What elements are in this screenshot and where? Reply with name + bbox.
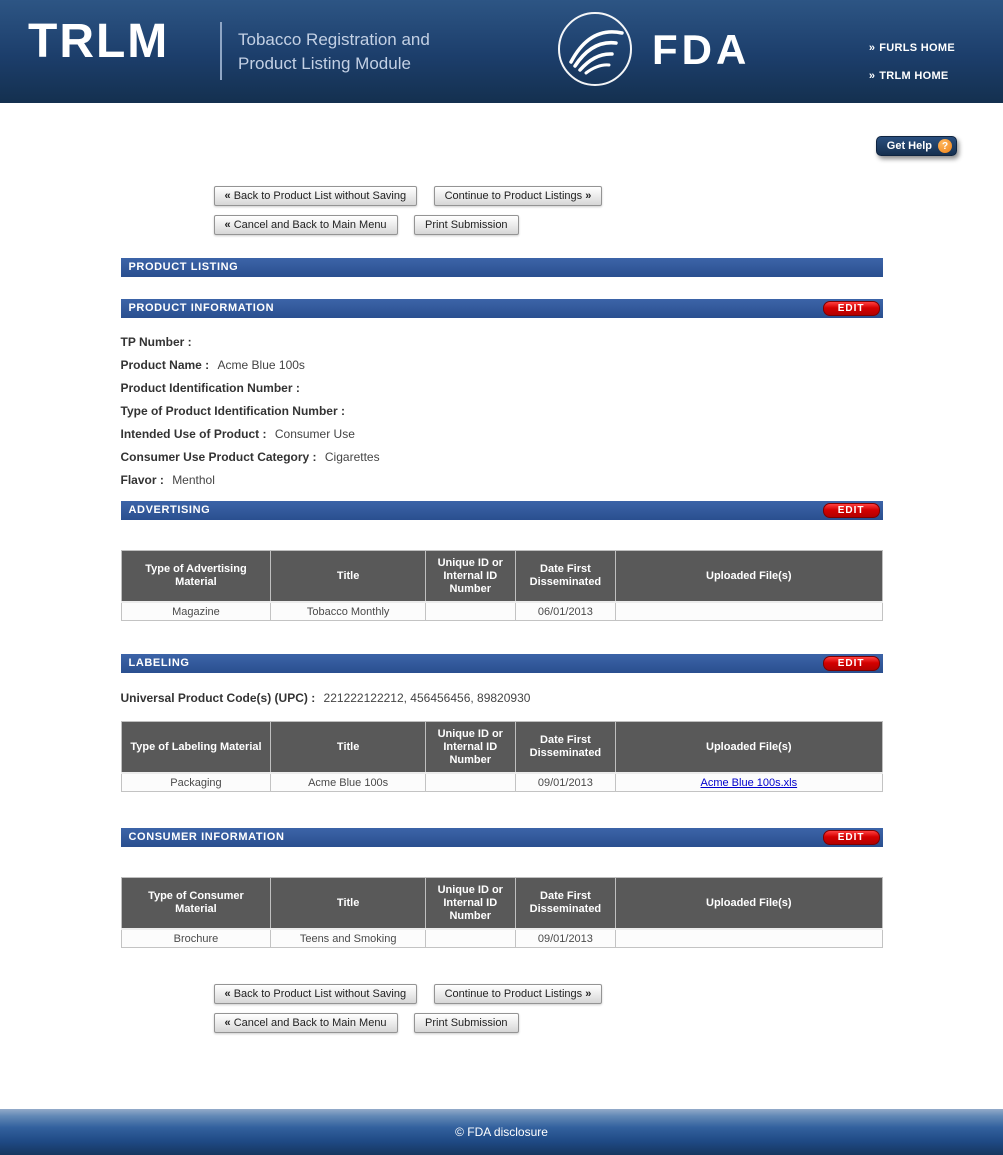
- header-links: [869, 42, 955, 98]
- product-information-header: [121, 299, 883, 318]
- fda-logo: FDA: [652, 26, 751, 73]
- table-cell: [425, 602, 515, 621]
- upc-value: 221222122212, 456456456, 89820930: [323, 691, 531, 705]
- app-subtitle-line2: Product Listing Module: [238, 54, 411, 73]
- advertising-header: [121, 501, 883, 520]
- column-header: Unique ID or Internal ID Number: [425, 878, 515, 930]
- edit-advertising-button[interactable]: EDIT: [823, 503, 880, 518]
- uploaded-file-link[interactable]: Acme Blue 100s.xls: [700, 776, 798, 789]
- table-cell: Teens and Smoking: [271, 929, 425, 948]
- field-row: [121, 359, 883, 372]
- column-header: Date First Disseminated: [515, 551, 615, 603]
- table-header-row: [121, 551, 882, 603]
- trlm-home-label: TRLM HOME: [879, 70, 949, 82]
- trlm-home-link[interactable]: [869, 70, 955, 82]
- column-header: Type of Labeling Material: [121, 722, 271, 774]
- table-cell: [616, 929, 882, 948]
- table-cell: [616, 602, 882, 621]
- table-cell: Magazine: [121, 602, 271, 621]
- field-label: Consumer Use Product Category :: [120, 450, 317, 464]
- consumer-information-header: [121, 828, 883, 847]
- get-help-button[interactable]: [876, 136, 957, 156]
- get-help-label: Get Help: [886, 140, 932, 152]
- field-label: TP Number :: [120, 335, 192, 349]
- table-cell: [616, 773, 882, 792]
- table-row: [121, 773, 882, 792]
- double-chevron-left-icon: «: [224, 219, 231, 231]
- furls-home-label: FURLS HOME: [879, 42, 955, 54]
- upc-label: Universal Product Code(s) (UPC) :: [120, 691, 316, 705]
- footer-text: © FDA disclosure: [455, 1125, 548, 1139]
- edit-labeling-button[interactable]: EDIT: [823, 656, 880, 671]
- table-header-row: [121, 722, 882, 774]
- table-cell: 09/01/2013: [515, 929, 615, 948]
- column-header: Title: [271, 878, 425, 930]
- chevron-right-icon: »: [868, 70, 876, 82]
- main-content: [0, 103, 1003, 1109]
- column-header: Uploaded File(s): [616, 722, 882, 774]
- footer: [0, 1109, 1003, 1155]
- chevron-right-icon: »: [868, 42, 876, 54]
- back-to-product-list-button[interactable]: « Back to Product List without Saving: [214, 984, 418, 1004]
- field-value: Acme Blue 100s: [217, 358, 305, 372]
- field-row: [121, 382, 883, 395]
- continue-to-product-listings-button[interactable]: Continue to Product Listings »: [434, 186, 603, 206]
- advertising-table: [121, 550, 883, 621]
- table-cell: Packaging: [121, 773, 271, 792]
- double-chevron-left-icon: «: [224, 1017, 231, 1029]
- furls-home-link[interactable]: [869, 42, 955, 54]
- section-title: ADVERTISING: [128, 504, 211, 516]
- field-row: [121, 474, 883, 487]
- field-row: [121, 451, 883, 464]
- field-value: Consumer Use: [274, 427, 355, 441]
- cancel-main-menu-button[interactable]: « Cancel and Back to Main Menu: [214, 215, 398, 235]
- table-row: [121, 929, 882, 948]
- field-row: [121, 336, 883, 349]
- column-header: Uploaded File(s): [616, 878, 882, 930]
- button-row: [214, 215, 976, 235]
- column-header: Title: [271, 722, 425, 774]
- column-header: Title: [271, 551, 425, 603]
- continue-to-product-listings-button[interactable]: Continue to Product Listings »: [434, 984, 603, 1004]
- button-row: [214, 186, 976, 206]
- field-row: [121, 405, 883, 418]
- labeling-header: [121, 654, 883, 673]
- table-cell: 09/01/2013: [515, 773, 615, 792]
- edit-product-information-button[interactable]: EDIT: [823, 301, 880, 316]
- labeling-table: [121, 721, 883, 792]
- question-icon: ?: [938, 139, 952, 153]
- table-cell: Tobacco Monthly: [271, 602, 425, 621]
- field-label: Product Name :: [120, 358, 210, 372]
- app-subtitle: [238, 28, 430, 76]
- column-header: Date First Disseminated: [515, 722, 615, 774]
- column-header: Type of Advertising Material: [121, 551, 271, 603]
- bottom-button-block: [28, 984, 976, 1033]
- double-chevron-left-icon: «: [224, 190, 231, 202]
- column-header: Uploaded File(s): [616, 551, 882, 603]
- header-divider: [220, 22, 222, 80]
- edit-consumer-information-button[interactable]: EDIT: [823, 830, 880, 845]
- print-submission-button[interactable]: Print Submission: [414, 1013, 519, 1033]
- field-value: Cigarettes: [324, 450, 380, 464]
- table-cell: [425, 773, 515, 792]
- section-title: PRODUCT INFORMATION: [128, 302, 275, 314]
- double-chevron-left-icon: «: [224, 988, 231, 1000]
- consumer-information-table: [121, 877, 883, 948]
- print-submission-button[interactable]: Print Submission: [414, 215, 519, 235]
- field-label: Flavor :: [120, 473, 164, 487]
- field-label: Type of Product Identification Number :: [120, 404, 345, 418]
- upc-line: [121, 691, 883, 705]
- top-button-block: [28, 103, 976, 235]
- button-row: [214, 1013, 976, 1033]
- section-title: LABELING: [128, 657, 190, 669]
- column-header: Unique ID or Internal ID Number: [425, 551, 515, 603]
- table-cell: Brochure: [121, 929, 271, 948]
- field-label: Product Identification Number :: [120, 381, 300, 395]
- column-header: Date First Disseminated: [515, 878, 615, 930]
- trlm-logo: TRLM: [28, 15, 170, 68]
- cancel-main-menu-button[interactable]: « Cancel and Back to Main Menu: [214, 1013, 398, 1033]
- button-row: [214, 984, 976, 1004]
- field-value: Menthol: [172, 473, 215, 487]
- field-label: Intended Use of Product :: [120, 427, 267, 441]
- table-row: [121, 602, 882, 621]
- hhs-logo: [556, 10, 634, 93]
- header: [0, 0, 1003, 103]
- table-cell: Acme Blue 100s: [271, 773, 425, 792]
- table-cell: [425, 929, 515, 948]
- double-chevron-right-icon: »: [585, 190, 592, 202]
- section-title: CONSUMER INFORMATION: [128, 831, 285, 843]
- double-chevron-right-icon: »: [585, 988, 592, 1000]
- product-information-fields: [121, 336, 883, 487]
- back-to-product-list-button[interactable]: « Back to Product List without Saving: [214, 186, 418, 206]
- column-header: Type of Consumer Material: [121, 878, 271, 930]
- column-header: Unique ID or Internal ID Number: [425, 722, 515, 774]
- table-header-row: [121, 878, 882, 930]
- app-subtitle-line1: Tobacco Registration and: [238, 30, 430, 49]
- table-cell: 06/01/2013: [515, 602, 615, 621]
- field-row: [121, 428, 883, 441]
- page-title: PRODUCT LISTING: [121, 258, 883, 277]
